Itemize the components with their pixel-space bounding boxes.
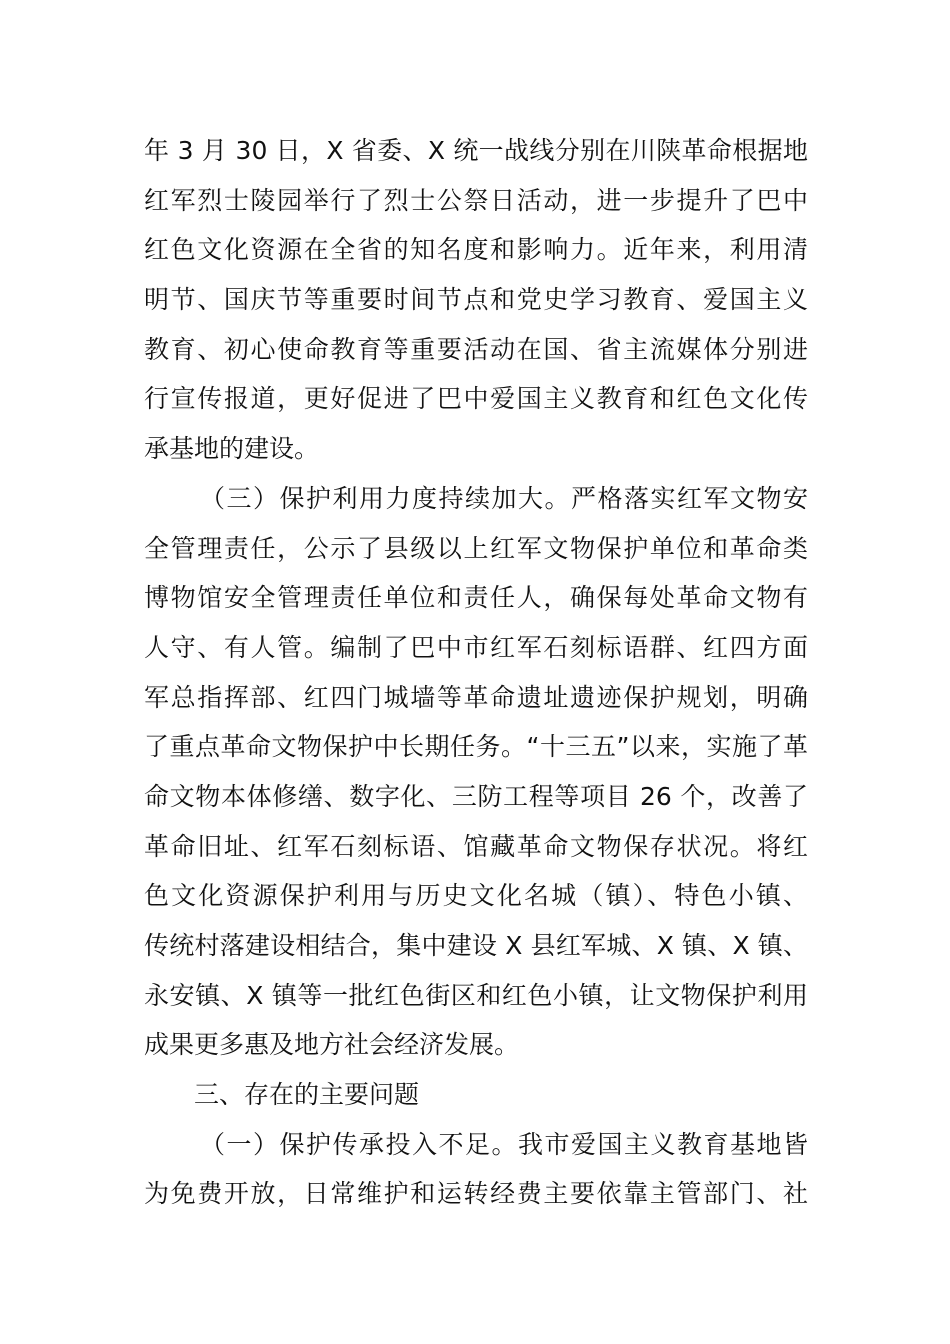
text-line: 全管理责任，公示了县级以上红军文物保护单位和革命类 bbox=[144, 533, 808, 563]
text-line: 明节、国庆节等重要时间节点和党史学习教育、爱国主义 bbox=[144, 285, 808, 315]
text-line: 红军烈士陵园举行了烈士公祭日活动，进一步提升了巴中 bbox=[144, 185, 808, 215]
text-line: （一）保护传承投入不足。我市爱国主义教育基地皆 bbox=[200, 1129, 808, 1159]
text-line: 红色文化资源在全省的知名度和影响力。近年来，利用清 bbox=[144, 235, 808, 265]
text-line: 行宣传报道，更好促进了巴中爱国主义教育和红色文化传 bbox=[144, 384, 808, 414]
text-line: 博物馆安全管理责任单位和责任人，确保每处革命文物有 bbox=[144, 583, 808, 613]
text-line: 为免费开放，日常维护和运转经费主要依靠主管部门、社 bbox=[144, 1179, 808, 1209]
text-line: 承基地的建设。 bbox=[144, 434, 320, 464]
text-line: 成果更多惠及地方社会经济发展。 bbox=[144, 1030, 520, 1060]
text-line: 人守、有人管。编制了巴中市红军石刻标语群、红四方面 bbox=[144, 632, 808, 662]
text-line: 永安镇、X 镇等一批红色街区和红色小镇，让文物保护利用 bbox=[144, 980, 808, 1010]
text-line: 军总指挥部、红四门城墙等革命遗址遗迹保护规划，明确 bbox=[144, 682, 808, 712]
section-heading: 三、存在的主要问题 bbox=[194, 1080, 420, 1110]
text-line: 色文化资源保护利用与历史文化名城（镇）、特色小镇、 bbox=[144, 881, 808, 911]
document-body bbox=[144, 126, 808, 1219]
text-line: 命文物本体修缮、数字化、三防工程等项目 26 个，改善了 bbox=[144, 781, 808, 811]
text-line: （三）保护利用力度持续加大。严格落实红军文物安 bbox=[200, 483, 808, 513]
text-line: 传统村落建设相结合，集中建设 X 县红军城、X 镇、X 镇、 bbox=[144, 931, 808, 960]
text-line: 年 3 月 30 日，X 省委、X 统一战线分别在川陕革命根据地 bbox=[144, 136, 808, 165]
text-line: 革命旧址、红军石刻标语、馆藏革命文物保存状况。将红 bbox=[144, 831, 808, 861]
text-line: 教育、初心使命教育等重要活动在国、省主流媒体分别进 bbox=[144, 334, 808, 364]
text-line: 了重点革命文物保护中长期任务。“十三五”以来，实施了革 bbox=[144, 732, 808, 762]
